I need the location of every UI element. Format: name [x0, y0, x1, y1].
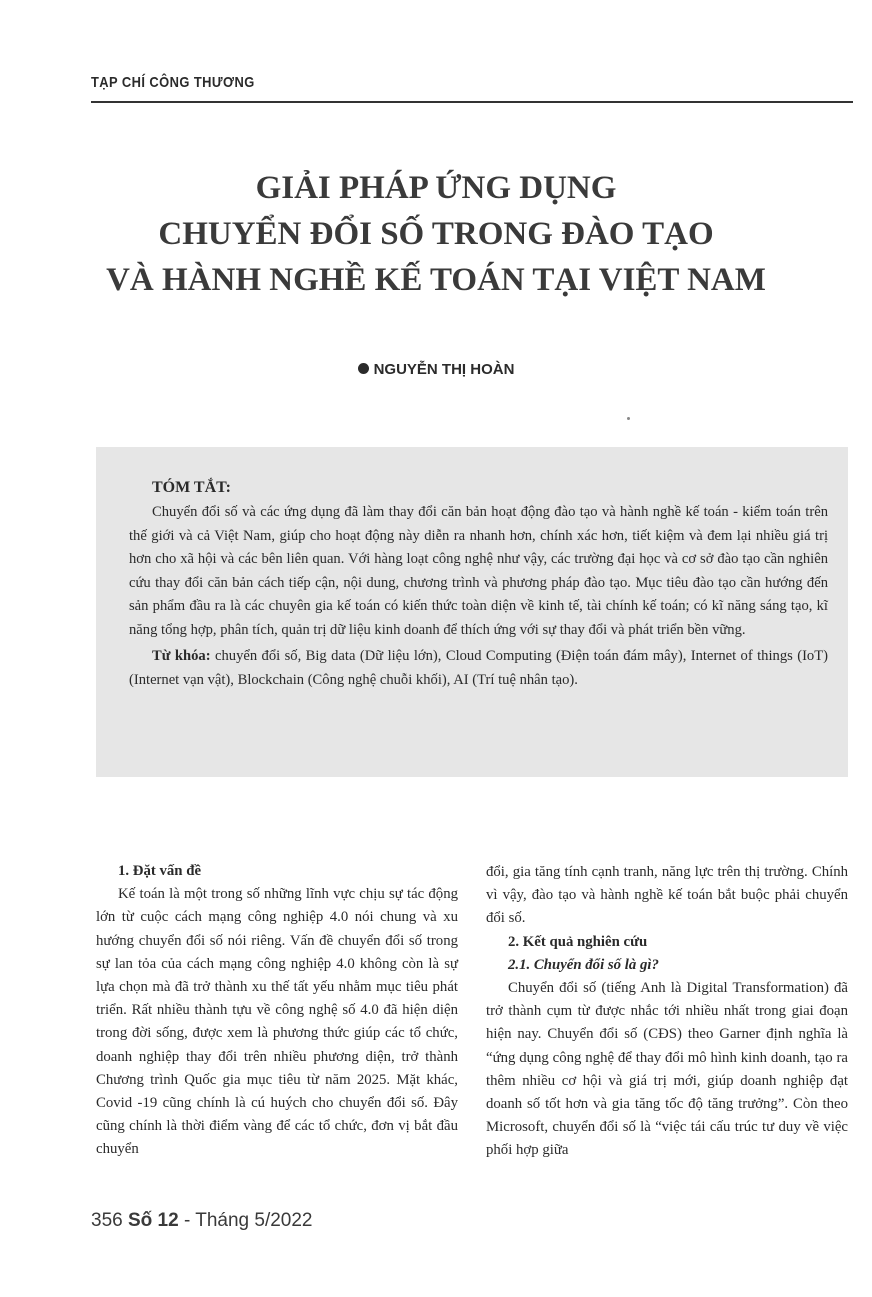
subsection-2-1-heading: 2.1. Chuyển đổi số là gì?: [508, 956, 659, 973]
section-2-heading: 2. Kết quả nghiên cứu: [508, 933, 648, 950]
article-title: [40, 165, 832, 303]
subsection-2-1-paragraph: Chuyển đổi số (tiếng Anh là Digital Transformation) đã trở thành cụm từ được nhắc tới nhiều nhất trong giai đoạn hiện nay. Chuyển đổi số (CĐS) theo Garner định nghĩa là “ứng dụng công nghệ để thay đổi mô hình kinh doanh, tạo ra thêm nhiều cơ hội và giá trị mới, giúp doanh nghiệp đạt doanh số tốt hơn và gia tăng tốc độ tăng trưởng”. Còn theo Microsoft, chuyển đổi số là “việc tái cấu trúc tư duy về việc phối hợp giữa: [486, 980, 848, 1159]
section-1-paragraph: Kế toán là một trong số những lĩnh vực chịu sự tác động lớn từ cuộc cách mạng công nghiệp 4.0 nói chung và xu hướng chuyển đổi số nói riêng. Vấn đề chuyển đổi số trong sự lan tỏa của cách mạng công nghiệp 4.0 không còn là sự lựa chọn mà đã trở thành xu thế tất yếu nhằm mục tiêu phát triển. Rất nhiều thành tựu về công nghệ số 4.0 đã hiện diện trong đời sống, được xem là phương thức giúp các tổ chức, doanh nghiệp thay đổi trên nhiều phương diện, trở thành Chương trình Quốc gia mục tiêu từ năm 2025. Mặt khác, Covid -19 cũng chính là cú huých cho chuyển đổi số. Đây cũng chính là thời điểm vàng để các tổ chức, đơn vị bắt đầu chuyển: [96, 886, 458, 1158]
issue-number: Số 12: [127, 1210, 179, 1231]
section-1-continued: đổi, gia tăng tính cạnh tranh, năng lực trên thị trường. Chính vì vậy, đào tạo và hành nghề kế toán bắt buộc phải chuyển đổi số.: [486, 864, 848, 927]
issue-date: - Tháng 5/2022: [178, 1210, 313, 1231]
abstract-text: Chuyển đổi số và các ứng dụng đã làm thay đổi căn bản hoạt động đào tạo và hành nghề kế toán - kiểm toán trên thế giới và cả Việt Nam, giúp cho hoạt động này diễn ra nhanh hơn, chính xác hơn, tiết kiệm và đem lại nhiều giá trị hơn cho xã hội và các bên liên quan. Với hàng loạt công nghệ như vậy, các trường đại học và cơ sở đào tạo cần nghiên cứu thay đổi căn bản cách tiếp cận, nội dung, chương trình và phương pháp đào tạo. Mục tiêu đào tạo cần hướng đến sản phẩm đầu ra là các chuyên gia kế toán có kiến thức toàn diện về kinh tế, tài chính kế toán; có kĩ năng sáng tạo, kĩ năng tổng hợp, phân tích, quản trị dữ liệu kinh doanh để thích ứng với sự thay đổi và phát triển bền vững.: [129, 504, 828, 638]
keywords-text: chuyển đổi số, Big data (Dữ liệu lớn), Cloud Computing (Điện toán đám mây), Internet of things (IoT) (Internet vạn vật), Blockchain (Công nghệ chuỗi khối), AI (Trí tuệ nhân tạo).: [129, 648, 828, 688]
keywords-label: Từ khóa:: [152, 648, 211, 664]
title-line-3: VÀ HÀNH NGHỀ KẾ TOÁN TẠI VIỆT NAM: [106, 262, 766, 298]
title-line-1: GIẢI PHÁP ỨNG DỤNG: [255, 170, 617, 206]
column-left: [96, 860, 458, 1162]
bullet-dot-icon: [358, 363, 369, 374]
scan-speck: [627, 417, 630, 420]
keywords: [129, 645, 828, 692]
title-line-2: CHUYỂN ĐỔI SỐ TRONG ĐÀO TẠO: [158, 216, 714, 252]
abstract-box: [96, 447, 848, 777]
column-right: [486, 861, 848, 1163]
header-rule: [91, 101, 853, 103]
page-number: 356: [91, 1210, 123, 1231]
abstract-heading: TÓM TẮT:: [152, 479, 231, 496]
journal-name: TẠP CHÍ CÔNG THƯƠNG: [91, 74, 255, 91]
author-name: NGUYỄN THỊ HOÀN: [373, 361, 515, 378]
section-1-heading: 1. Đặt vấn đề: [118, 863, 202, 879]
page-footer: [91, 1210, 313, 1232]
author-line: [0, 361, 872, 378]
